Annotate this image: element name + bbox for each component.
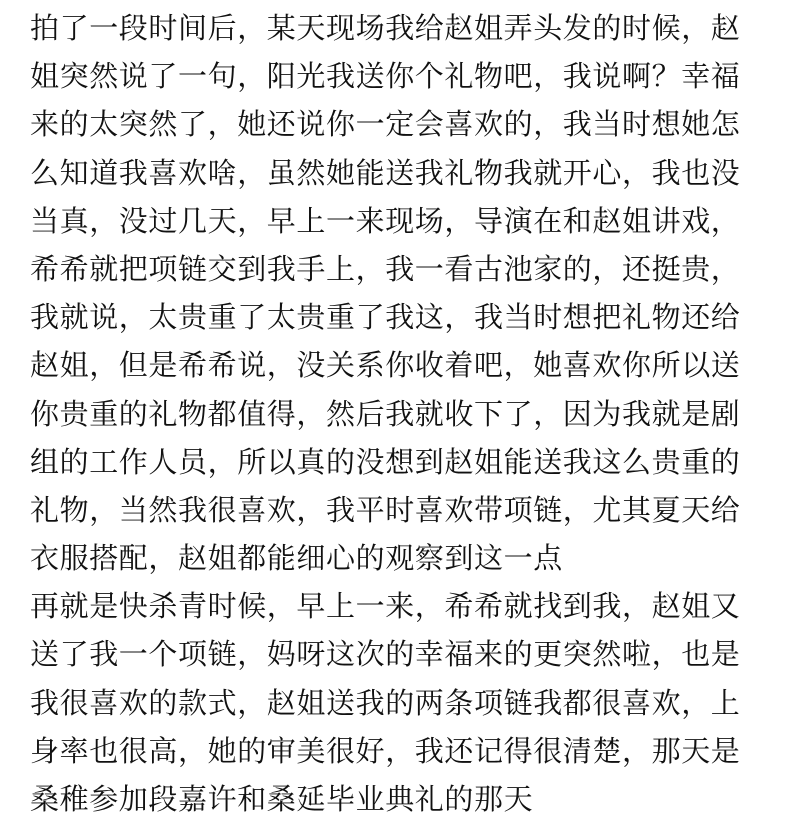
text-line: 么知道我喜欢啥，虽然她能送我礼物我就开心，我也没 xyxy=(30,155,741,190)
text-line: 拍了一段时间后，某天现场我给赵姐弄头发的时候，赵 xyxy=(30,11,741,45)
text-line: 组的工作人员，所以真的没想到赵姐能送我这么贵重的 xyxy=(30,444,741,479)
text-line: 来的太突然了，她还说你一定会喜欢的，我当时想她怎 xyxy=(30,107,741,142)
text-line: 礼物，当然我很喜欢，我平时喜欢带项链，尤其夏天给 xyxy=(30,492,741,527)
text-line: 再就是快杀青时候，早上一来，希希就找到我，赵姐又 xyxy=(30,589,741,624)
text-line: 身率也很高，她的审美很好，我还记得很清楚，那天是 xyxy=(30,733,741,768)
text-line: 我很喜欢的款式，赵姐送我的两条项链我都很喜欢，上 xyxy=(30,685,741,720)
text-line: 衣服搭配，赵姐都能细心的观察到这一点 xyxy=(30,541,563,576)
text-line: 桑稚参加段嘉许和桑延毕业典礼的那天 xyxy=(30,782,534,816)
text-line: 当真，没过几天，早上一来现场，导演在和赵姐讲戏， xyxy=(30,203,741,238)
text-line: 姐突然说了一句，阳光我送你个礼物吧，我说啊？幸福 xyxy=(30,59,741,94)
paragraph-second xyxy=(30,582,800,823)
paragraph-first xyxy=(30,4,800,582)
text-line: 送了我一个项链，妈呀这次的幸福来的更突然啦，也是 xyxy=(30,637,741,672)
text-line: 赵姐，但是希希说，没关系你收着吧，她喜欢你所以送 xyxy=(30,348,741,383)
text-line: 希希就把项链交到我手上，我一看古池家的，还挺贵， xyxy=(30,251,741,286)
text-line: 你贵重的礼物都值得，然后我就收下了，因为我就是剧 xyxy=(30,396,741,431)
text-line: 我就说，太贵重了太贵重了我这，我当时想把礼物还给 xyxy=(30,300,741,335)
